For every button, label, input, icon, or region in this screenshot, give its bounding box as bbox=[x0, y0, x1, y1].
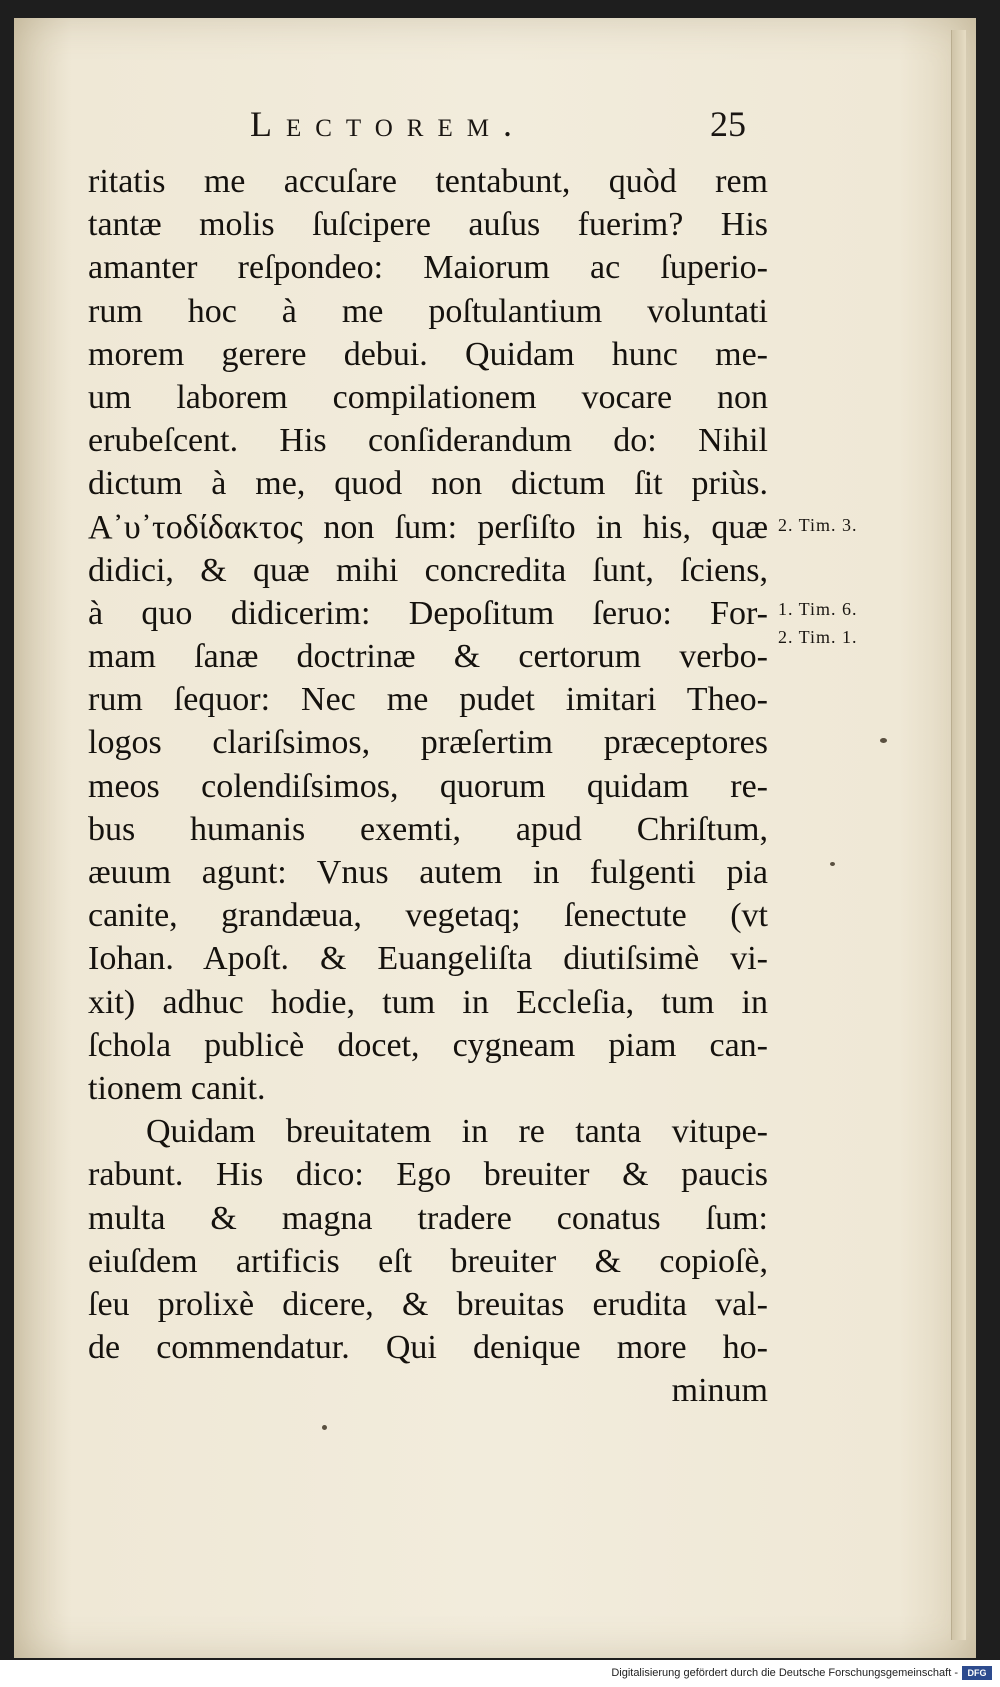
running-title: Lectorem. bbox=[250, 104, 526, 144]
margin-note: 2. Tim. 3. bbox=[778, 515, 858, 535]
text-line: xit) adhuc hodie, tum in Eccleſia, tum in bbox=[88, 983, 768, 1021]
text-line: bus humanis exemti, apud Chriſtum, bbox=[88, 810, 768, 848]
text-line: meos colendiſsimos, quorum quidam re- bbox=[88, 767, 768, 805]
text-line: à quo didicerim: Depoſitum ſeruo: For- bbox=[88, 594, 768, 632]
text-line: amanter reſpondeo: Maiorum ac ſuperio- bbox=[88, 249, 768, 287]
text-line: morem gerere debui. Quidam hunc me- bbox=[88, 335, 768, 373]
text-line: mam ſanæ doctrinæ & certorum verbo- bbox=[88, 638, 768, 676]
ink-speck bbox=[880, 738, 887, 743]
text-line: didici, & quæ mihi concredita ſunt, ſciens, bbox=[88, 551, 768, 589]
digitization-footer bbox=[0, 1660, 1000, 1687]
funding-credit: Digitalisierung gefördert durch die Deutsche Forschungsgemeinschaft - bbox=[611, 1667, 958, 1679]
body-text bbox=[88, 160, 768, 1412]
text-line: logos clariſsimos, præſertim præceptores bbox=[88, 724, 768, 762]
text-line: ſeu prolixè dicere, & breuitas erudita val- bbox=[88, 1285, 768, 1323]
ink-speck bbox=[830, 862, 835, 866]
text-line: rum ſequor: Nec me pudet imitari Theo- bbox=[88, 681, 768, 719]
text-line: æuum agunt: Vnus autem in fulgenti pia bbox=[88, 854, 768, 891]
text-line: tionem canit. bbox=[88, 1069, 266, 1107]
text-line: um laborem compilationem vocare non bbox=[88, 378, 768, 416]
text-line: rum hoc à me poſtulantium voluntati bbox=[88, 292, 768, 330]
ink-speck bbox=[322, 1425, 327, 1430]
text-line: multa & magna tradere conatus ſum: bbox=[88, 1199, 768, 1237]
dfg-logo: DFG bbox=[962, 1666, 992, 1680]
text-line: rabunt. His dico: Ego breuiter & paucis bbox=[88, 1156, 768, 1194]
text-line: ſchola publicè docet, cygneam piam can- bbox=[88, 1026, 768, 1064]
text-line: dictum à me, quod non dictum ſit priùs. bbox=[88, 465, 768, 503]
text-line: Α᾽υ᾽τοδίδακτος non ſum: perſiſto in his, quæ bbox=[88, 508, 768, 546]
page-header bbox=[250, 103, 770, 153]
page-edge bbox=[951, 30, 966, 1640]
text-line: tantæ molis ſuſcipere auſus fuerim? His bbox=[88, 206, 768, 244]
text-line: de commendatur. Qui denique more ho- bbox=[88, 1329, 768, 1367]
text-line: erubeſcent. His conſiderandum do: Nihil bbox=[88, 422, 768, 460]
catchword: minum bbox=[671, 1372, 768, 1410]
paragraph-start-line: Quidam breuitatem in re tanta vitupe- bbox=[146, 1113, 768, 1151]
page-number: 25 bbox=[710, 104, 746, 144]
margin-note: 1. Tim. 6. bbox=[778, 599, 858, 619]
text-line: canite, grandæua, vegetaq; ſenectute (vt bbox=[88, 897, 768, 935]
text-line: ritatis me accuſare tentabunt, quòd rem bbox=[88, 163, 768, 200]
text-line: eiuſdem artificis eſt breuiter & copioſè, bbox=[88, 1242, 768, 1280]
margin-note: 2. Tim. 1. bbox=[778, 627, 858, 647]
text-line: Iohan. Apoſt. & Euangeliſta diutiſsimè vi- bbox=[88, 940, 768, 978]
